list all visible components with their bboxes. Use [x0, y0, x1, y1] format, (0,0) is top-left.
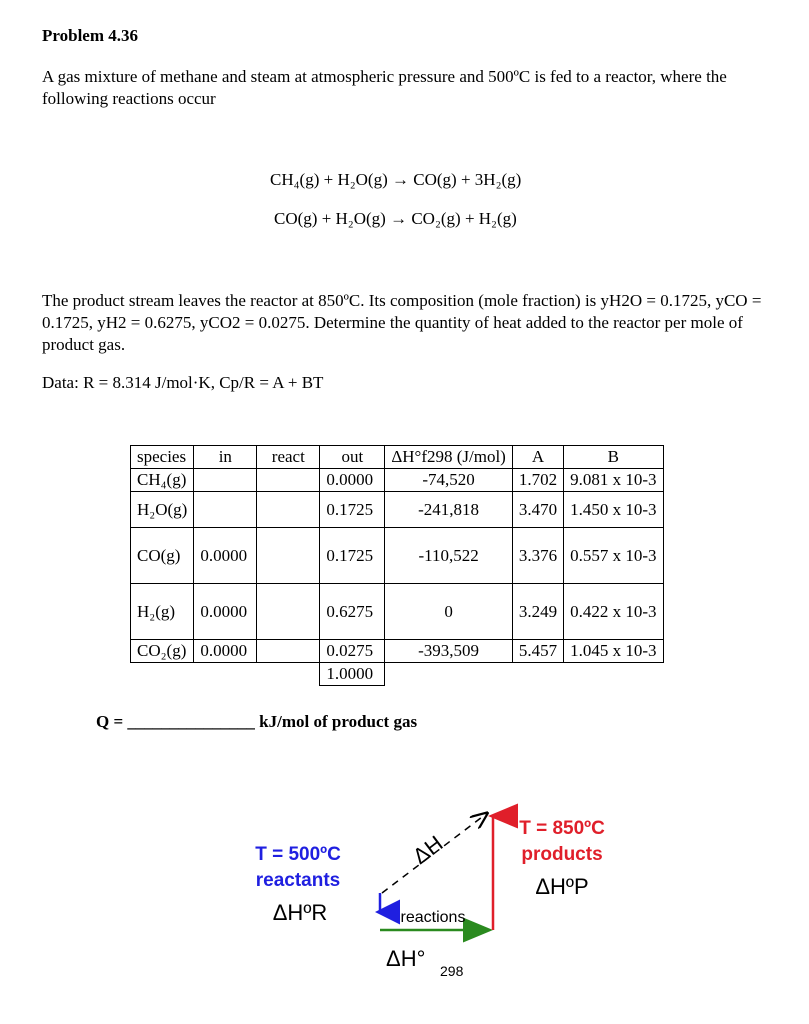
- cell-a: 5.457: [512, 640, 563, 663]
- product-paragraph: [42, 290, 782, 356]
- y-h2o: yH2O = 0.1725,: [600, 291, 712, 310]
- product-text-1: The product stream leaves the reactor at 850ºC. Its composition (mole fraction) is: [42, 291, 597, 310]
- dh-298-subscript: 298: [440, 963, 464, 979]
- answer-line: [96, 712, 417, 732]
- cell-react: [257, 528, 320, 584]
- cell-species: H₂O(g): [131, 492, 194, 528]
- y-co2: yCO2 = 0.0275.: [199, 313, 310, 332]
- cell-in: 0.0000: [194, 528, 257, 584]
- arrow-icon: →: [390, 209, 408, 228]
- cell-out: 0.0275: [320, 640, 385, 663]
- reactions-label: reactions: [400, 909, 466, 926]
- header-out: out: [320, 446, 385, 469]
- cell-a: 3.470: [512, 492, 563, 528]
- cell-dh: -393,509: [385, 640, 513, 663]
- cell-b: 0.422 x 10-3: [564, 584, 663, 640]
- data-line: Data: R = 8.314 J/mol·K, Cp/R = A + BT: [42, 373, 324, 392]
- cell-total-out: 1.0000: [320, 663, 385, 686]
- table-row: [131, 528, 664, 584]
- cell-a: 3.249: [512, 584, 563, 640]
- reactants-label: reactants: [255, 870, 341, 891]
- reaction-2-right: CO₂(g) + H₂(g): [411, 209, 517, 228]
- dh-diagonal-label: ΔH: [407, 830, 448, 869]
- intro-paragraph: A gas mixture of methane and steam at atmospheric pressure and 500ºC is fed to a reactor, where the following reactions occur: [42, 67, 727, 108]
- header-species: species: [131, 446, 194, 469]
- cell-dh: 0: [385, 584, 513, 640]
- cell-out: 0.6275: [320, 584, 385, 640]
- product-text-2: Determine the quantity of heat added to the reactor per mole of product gas.: [42, 313, 743, 354]
- header-a: A: [512, 446, 563, 469]
- y-co: yCO = 0.1725,: [42, 291, 762, 332]
- cell-react: [257, 584, 320, 640]
- table-row: [131, 469, 664, 492]
- cell-a: 1.702: [512, 469, 563, 492]
- reaction-2: [274, 209, 517, 229]
- cell-react: [257, 469, 320, 492]
- reaction-2-left: CO(g) + H₂O(g): [274, 209, 386, 228]
- cell-b: 1.450 x 10-3: [564, 492, 663, 528]
- cell-b: 1.045 x 10-3: [564, 640, 663, 663]
- table-row: [131, 584, 664, 640]
- cell-out: 0.0000: [320, 469, 385, 492]
- problem-title: Problem 4.36: [42, 26, 139, 45]
- cell-in: 0.0000: [194, 584, 257, 640]
- products-temp: T = 850ºC: [519, 818, 605, 839]
- cell-out: 0.1725: [320, 492, 385, 528]
- cell-dh: -241,818: [385, 492, 513, 528]
- cell-out: 0.1725: [320, 528, 385, 584]
- species-table: [130, 445, 664, 686]
- enthalpy-path-diagram: [0, 790, 809, 1020]
- answer-unit: kJ/mol of product gas: [259, 712, 418, 731]
- cell-b: 9.081 x 10-3: [564, 469, 663, 492]
- header-react: react: [257, 446, 320, 469]
- cell-dh: -74,520: [385, 469, 513, 492]
- header-in: in: [194, 446, 257, 469]
- header-b: B: [564, 446, 663, 469]
- reaction-1-right: CO(g) + 3H₂(g): [413, 170, 522, 189]
- cell-in: [194, 469, 257, 492]
- cell-b: 0.557 x 10-3: [564, 528, 663, 584]
- dh-r-label: ΔHºR: [272, 900, 328, 925]
- reaction-1-left: CH₄(g) + H₂O(g): [270, 170, 388, 189]
- cell-species: CO₂(g): [131, 640, 194, 663]
- cell-in: [194, 492, 257, 528]
- answer-label: Q =: [96, 712, 124, 731]
- y-h2: yH2 = 0.6275,: [97, 313, 196, 332]
- cell-react: [257, 640, 320, 663]
- cell-species: H₂(g): [131, 584, 194, 640]
- cell-in: 0.0000: [194, 640, 257, 663]
- products-label: products: [521, 844, 603, 865]
- cell-react: [257, 492, 320, 528]
- dh-298-label: ΔH°: [386, 946, 426, 971]
- reaction-1: [270, 170, 521, 190]
- cell-a: 3.376: [512, 528, 563, 584]
- cell-species: CO(g): [131, 528, 194, 584]
- arrow-icon: →: [392, 170, 410, 189]
- header-dh: ΔH°f298 (J/mol): [385, 446, 513, 469]
- reactants-temp: T = 500ºC: [255, 844, 341, 865]
- dh-p-label: ΔHºP: [535, 874, 589, 899]
- cell-dh: -110,522: [385, 528, 513, 584]
- answer-blank[interactable]: _______________: [127, 712, 255, 731]
- table-row: [131, 640, 664, 663]
- table-total-row: [131, 663, 664, 686]
- cell-species: CH₄(g): [131, 469, 194, 492]
- table-header-row: [131, 446, 664, 469]
- table-row: [131, 492, 664, 528]
